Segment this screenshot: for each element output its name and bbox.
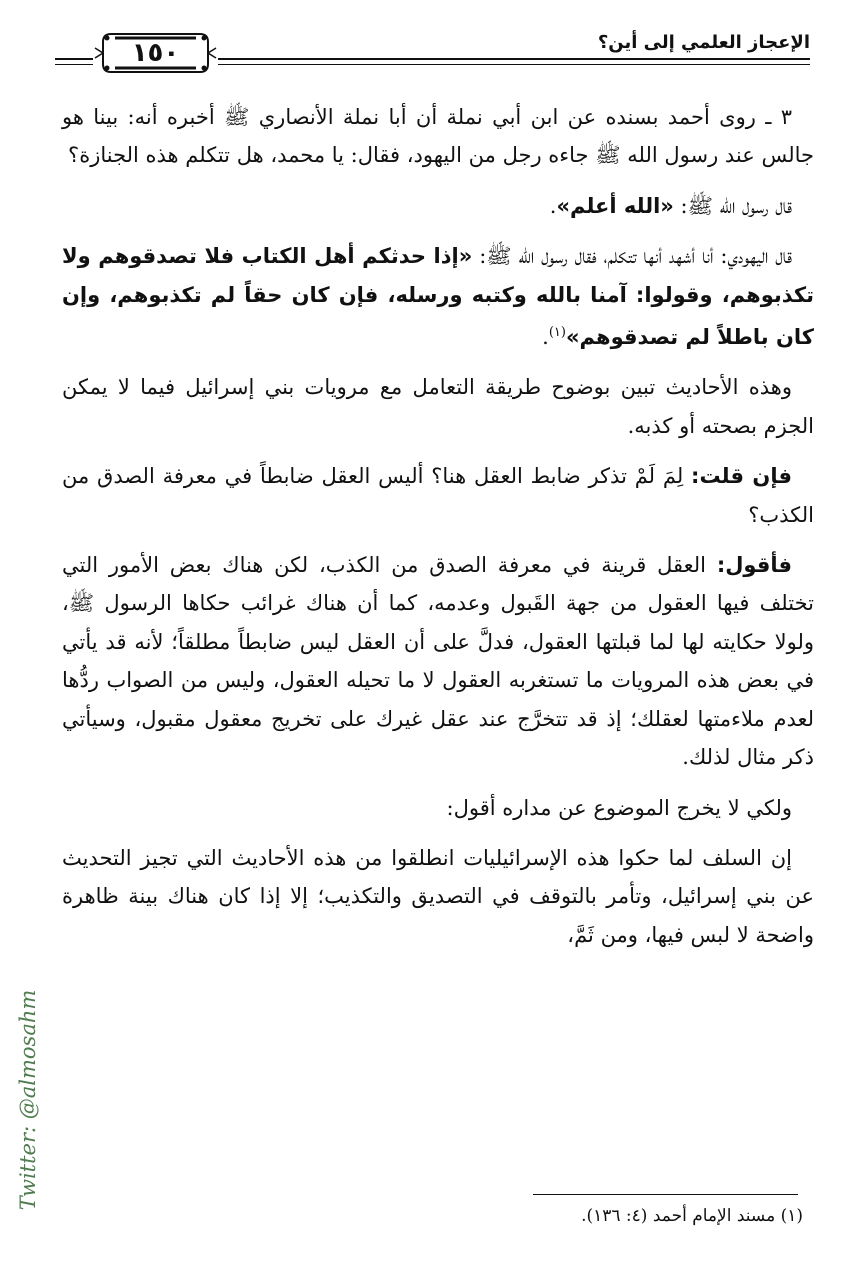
paragraph-text: إن السلف لما حكوا هذه الإسرائيليات انطلقوا من هذه الأحاديث التي تجيز التحديث عن بني إسرائيل، وتأمر بالتوقف في التصديق والتكذيب؛ إلا إذا كان هناك بينة ظاهرة واضحة لا لبس فيها، ومن ثَمَّ،	[62, 845, 814, 947]
watermark-text: Twitter: @almosahm	[16, 989, 40, 1211]
page-number: ١٥٠	[131, 38, 180, 68]
paragraph-prophet-reply	[62, 187, 814, 225]
paragraph-text: قال اليهودي: أنا أشهد أنها تتكلم، فقال رسول الله ﷺ:	[479, 244, 792, 269]
paragraph-text: لِمَ لَمْ تذكر ضابط العقل هنا؟ أليس العقل ضابطاً في معرفة الصدق من الكذب؟	[62, 464, 814, 527]
header-rule-upper-left	[55, 58, 93, 60]
hadith-quote: «الله أعلم»	[556, 193, 674, 218]
lead-phrase: فأقول:	[716, 553, 792, 578]
header-rule-lower-left	[55, 64, 93, 65]
paragraph-text: ولكي لا يخرج الموضوع عن مداره أقول:	[446, 795, 792, 820]
page-number-badge	[93, 28, 218, 78]
paragraph-text: وهذه الأحاديث تبين بوضوح طريقة التعامل مع مرويات بني إسرائيل فيما لا يمكن الجزم بصحته أو كذبه.	[62, 375, 814, 438]
running-title: الإعجاز العلمي إلى أين؟	[597, 32, 810, 53]
lead-phrase: فإن قلت:	[691, 464, 792, 489]
header-rule-lower-right	[218, 64, 810, 65]
twitter-watermark	[6, 989, 56, 1211]
header-rule-upper-right	[218, 58, 810, 60]
paragraph-transition	[62, 789, 814, 827]
paragraph-conclusion	[62, 368, 814, 445]
footnote-marker[interactable]: (١)	[548, 325, 566, 341]
paragraph-end: .	[542, 325, 549, 350]
footnote: (١) مسند الإمام أحمد (٤: ١٣٦).	[581, 1206, 803, 1226]
footnote-separator	[533, 1194, 798, 1195]
paragraph-hadith-3	[62, 98, 814, 175]
paragraph-question	[62, 457, 814, 534]
paragraph-text: قال رسول الله ﷺ:	[680, 193, 792, 218]
paragraph-text: العقل قرينة في معرفة الصدق من الكذب، لكن هناك بعض الأمور التي تختلف فيها العقول من جهة القَبول وعدمه، كما أن هناك غرائب حكاها الرسول ﷺ، ولولا حكايته لها لما قبلتها العقول، فدلَّ على أن العقل ليس ضابطاً مطلقاً؛ لأنه قد يأتي في بعض هذه المرويات ما تستغربه العقول لا ما تحيله العقول، وليس من الصواب ردُّها لعدم ملاءمتها لعقلك؛ إذ قد تتخرَّج عند عقل غيرك على تخريج معقول مقبول، وسيأتي ذكر مثال لذلك.	[62, 553, 815, 770]
hadith-quote: «إذا حدثكم أهل الكتاب فلا تصدقوهم ولا تكذبوهم، وقولوا: آمنا بالله وكتبه ورسله، فإن كان حقاً لم تكذبوهم، وإن كان باطلاً لم تصدقوهم»	[62, 244, 814, 350]
paragraph-jew-reply	[62, 237, 814, 356]
paragraph-text: ٣ ـ روى أحمد بسنده عن ابن أبي نملة أن أبا نملة الأنصاري ﷺ أخبره أنه: بينا هو جالس عند رسول الله ﷺ جاءه رجل من اليهود، فقال: يا محمد، هل تتكلم هذه الجنازة؟	[62, 105, 814, 168]
page-header	[55, 28, 810, 78]
paragraph-answer	[62, 546, 814, 776]
page-body	[62, 98, 814, 966]
paragraph-end: .	[549, 193, 557, 218]
paragraph-salaf	[62, 839, 814, 954]
